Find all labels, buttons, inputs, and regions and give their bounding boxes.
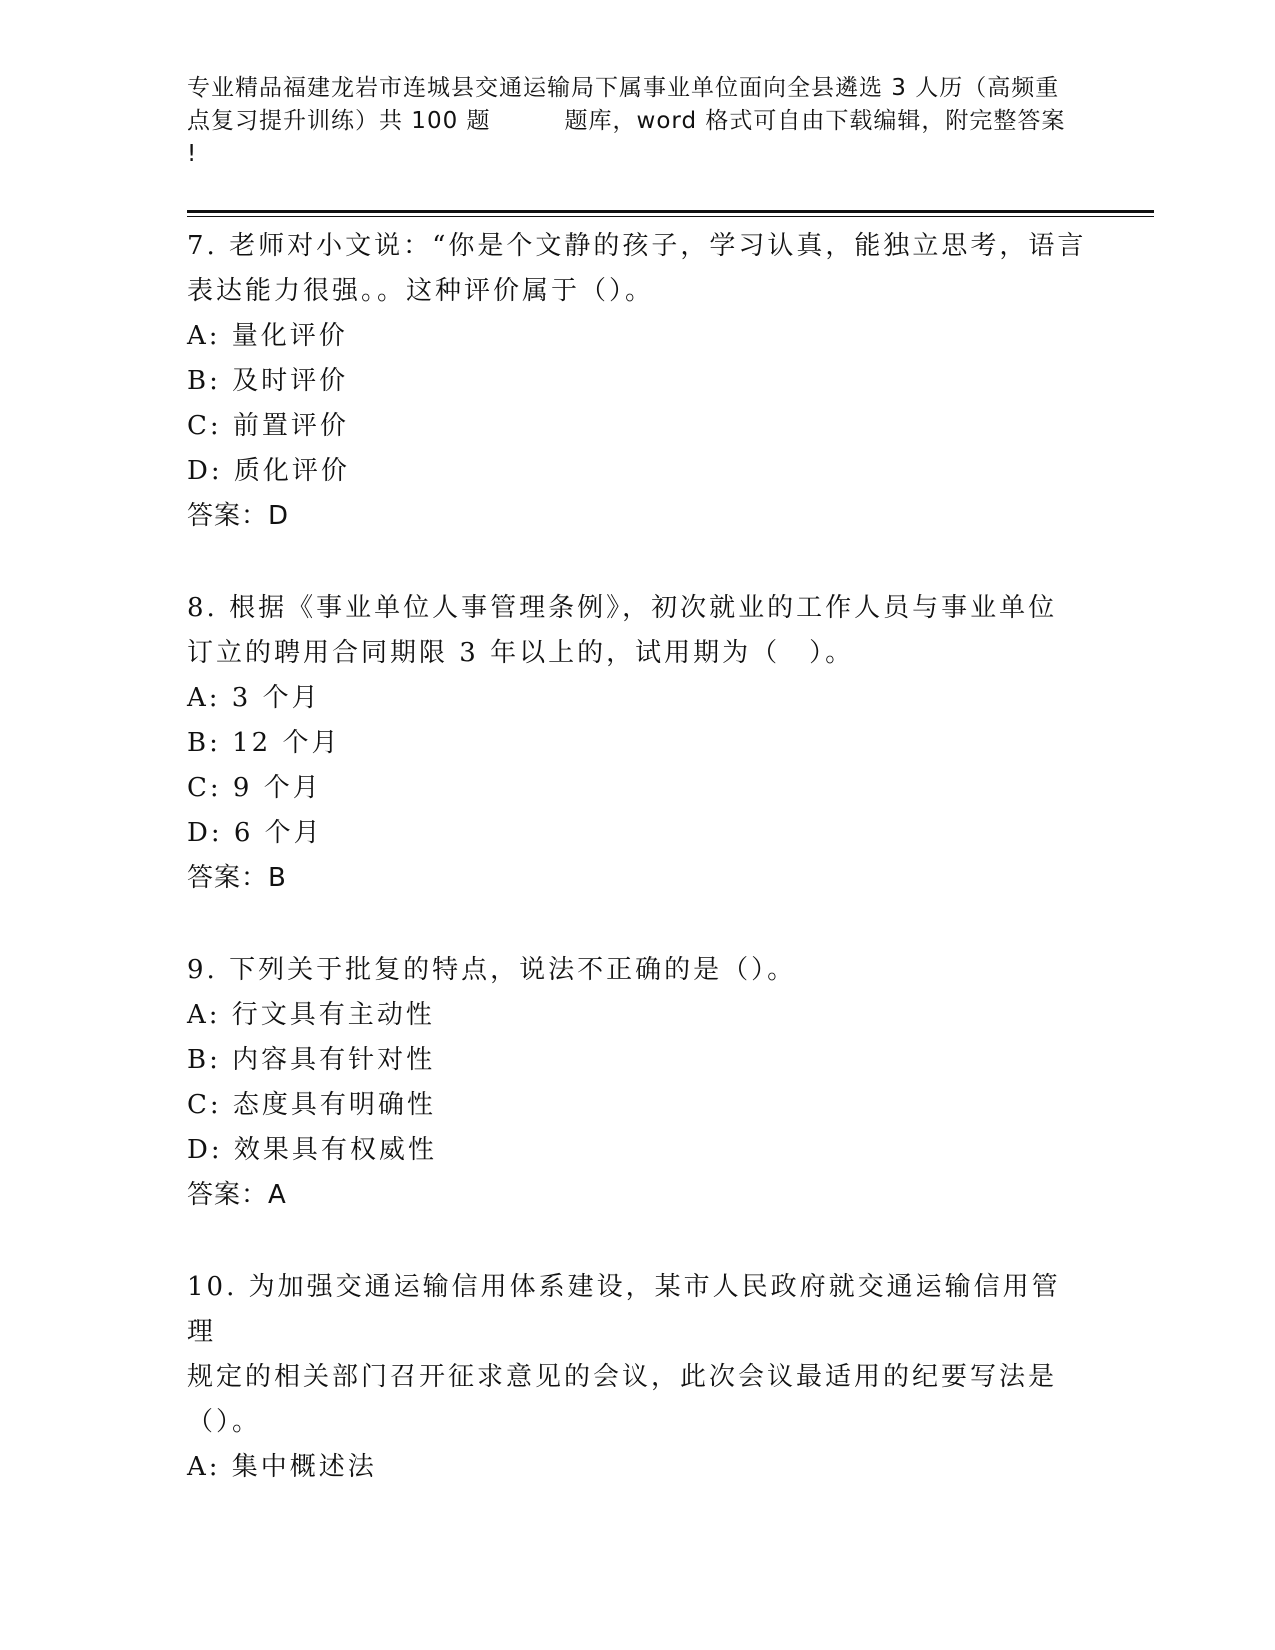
title-line-1: 专业精品福建龙岩市连城县交通运输局下属事业单位面向全县遴选 3 人历（高频重 xyxy=(187,75,1060,101)
question-10 xyxy=(187,1265,1087,1490)
question-stem-line: 10. 为加强交通运输信用体系建设，某市人民政府就交通运输信用管理 xyxy=(187,1272,1061,1347)
question-stem-line: 表达能力很强。。这种评价属于（）。 xyxy=(187,276,655,306)
option-c: C: 态度具有明确性 xyxy=(187,1090,436,1120)
option-a: A: 3 个月 xyxy=(187,683,321,713)
option-a: A: 量化评价 xyxy=(187,321,348,351)
question-stem-line: 9. 下列关于批复的特点，说法不正确的是（）。 xyxy=(187,955,797,985)
answer: 答案：D xyxy=(187,501,290,531)
question-stem-line: （）。 xyxy=(187,1407,262,1437)
answer: 答案：A xyxy=(187,1180,287,1210)
option-d: D: 6 个月 xyxy=(187,818,323,848)
question-stem-line: 8. 根据《事业单位人事管理条例》，初次就业的工作人员与事业单位 xyxy=(187,593,1058,623)
header-divider-thin xyxy=(187,216,1154,217)
question-9 xyxy=(187,948,1087,1218)
question-stem-line: 7. 老师对小文说：“你是个文静的孩子，学习认真，能独立思考，语言 xyxy=(187,231,1087,261)
document-title xyxy=(187,72,1087,171)
answer: 答案：B xyxy=(187,863,287,893)
question-7 xyxy=(187,224,1087,539)
option-c: C: 前置评价 xyxy=(187,411,349,441)
option-a: A: 集中概述法 xyxy=(187,1452,377,1482)
option-b: B: 12 个月 xyxy=(187,728,341,758)
question-stem-line: 规定的相关部门召开征求意见的会议，此次会议最适用的纪要写法是 xyxy=(187,1362,1058,1392)
option-d: D: 效果具有权威性 xyxy=(187,1135,437,1165)
option-a: A: 行文具有主动性 xyxy=(187,1000,435,1030)
header-divider-thick xyxy=(187,210,1154,213)
option-b: B: 内容具有针对性 xyxy=(187,1045,436,1075)
question-8 xyxy=(187,586,1087,901)
option-c: C: 9 个月 xyxy=(187,773,322,803)
question-list xyxy=(187,224,1087,1537)
option-b: B: 及时评价 xyxy=(187,366,349,396)
title-line-2-part-a: 点复习提升训练）共 100 题 xyxy=(187,108,491,134)
option-d: D: 质化评价 xyxy=(187,456,350,486)
question-stem-line: 订立的聘用合同期限 3 年以上的，试用期为（ ）。 xyxy=(187,638,855,668)
title-line-2 xyxy=(187,105,1087,138)
title-line-3: ! xyxy=(187,141,198,167)
title-line-2-part-b: 题库，word 格式可自由下载编辑，附完整答案 xyxy=(564,108,1066,134)
